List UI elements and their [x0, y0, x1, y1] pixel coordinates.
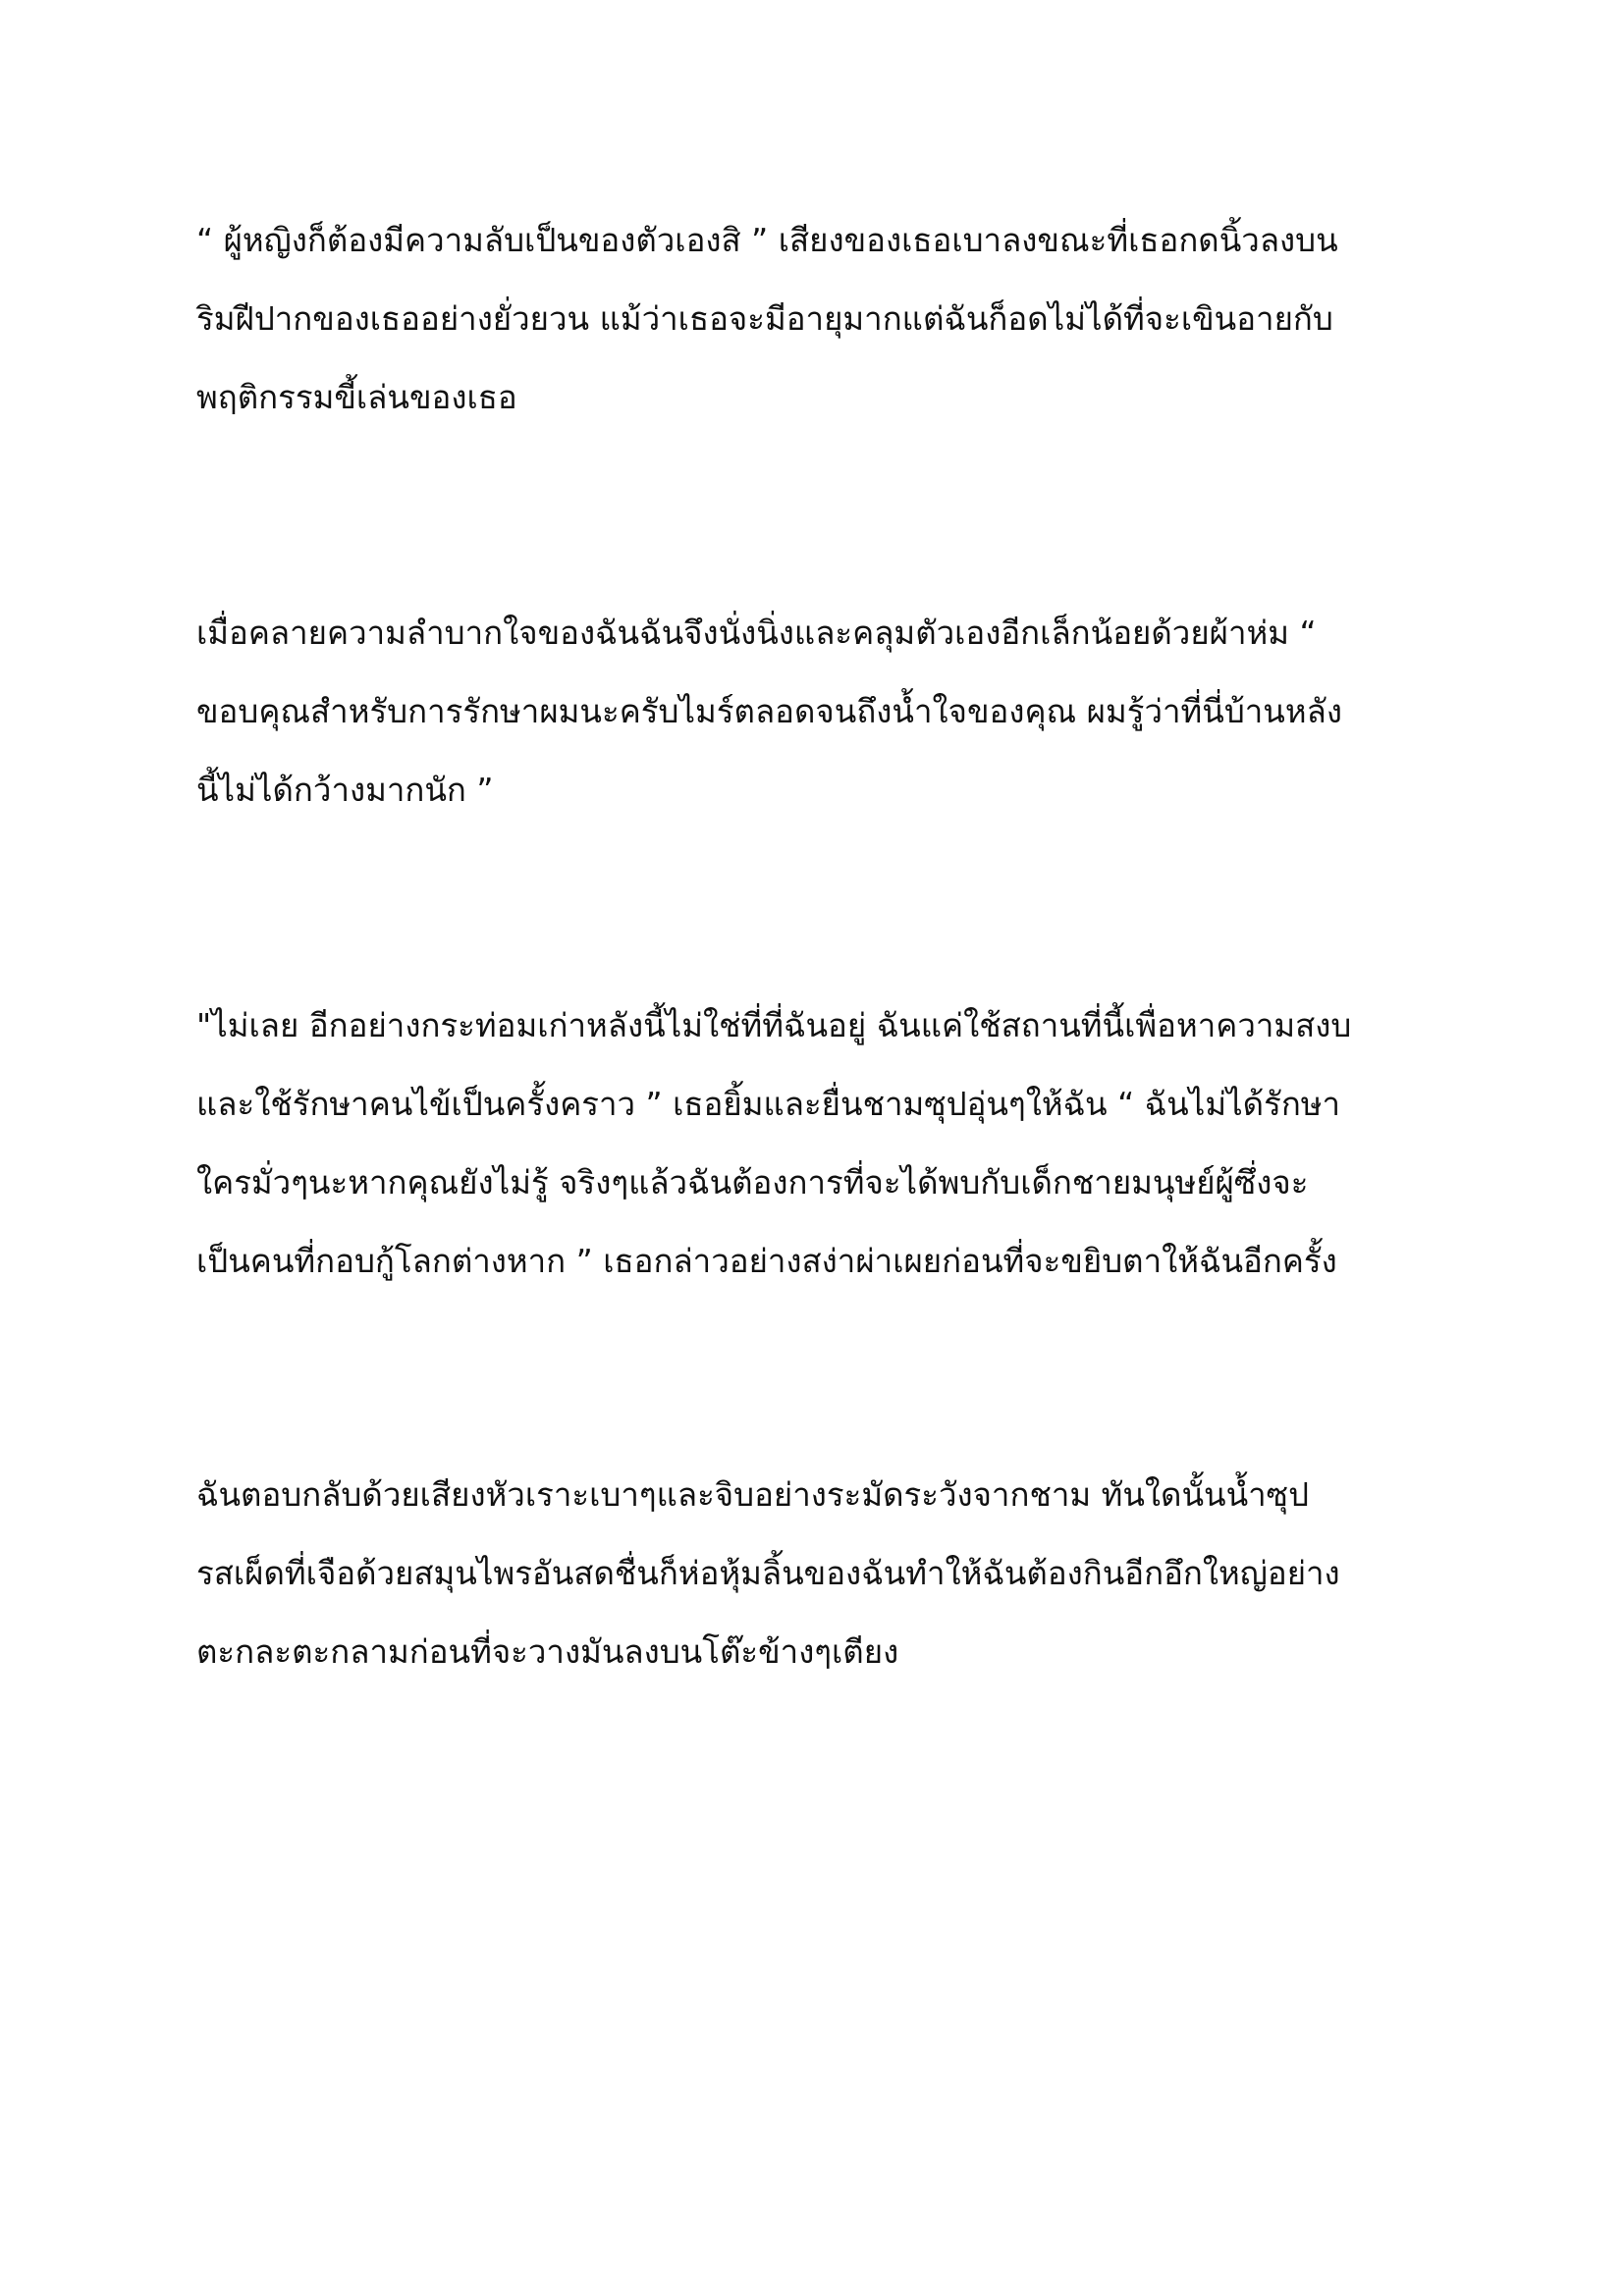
paragraph-line: นี้ไม่ได้กว้างมากนัก ”	[196, 771, 494, 809]
paragraph-line: ฉันตอบกลับด้วยเสียงหัวเราะเบาๆและจิบอย่างระมัดระวังจากชาม ทันใดนั้นน้ำซุป	[196, 1475, 1310, 1514]
paragraph-line: ตะกละตะกลามก่อนที่จะวางมันลงบนโต๊ะข้างๆเตียง	[196, 1632, 899, 1671]
paragraph-4	[196, 1456, 1340, 1691]
paragraph-3	[196, 987, 1351, 1301]
paragraph-line: รสเผ็ดที่เจือด้วยสมุนไพรอันสดชื่นก็ห่อหุ้มลิ้นของฉันทำให้ฉันต้องกินอีกอึกใหญ่อย่าง	[196, 1554, 1340, 1592]
paragraph-line: "ไม่เลย อีกอย่างกระท่อมเก่าหลังนี้ไม่ใช่ที่ที่ฉันอยู่ ฉันแค่ใช้สถานที่นี้เพื่อหาความสงบ	[196, 1006, 1352, 1044]
paragraph-line: พฤติกรรมขี้เล่นของเธอ	[196, 378, 517, 416]
paragraph-line: ริมฝีปากของเธออย่างยั่วยวน แม้ว่าเธอจะมีอายุมากแต่ฉันก็อดไม่ได้ที่จะเขินอายกับ	[196, 299, 1333, 338]
paragraph-2	[196, 594, 1342, 829]
paragraph-line: ใครมั่วๆนะหากคุณยังไม่รู้ จริงๆแล้วฉันต้องการที่จะได้พบกับเด็กชายมนุษย์ผู้ซึ่งจะ	[196, 1163, 1309, 1201]
paragraph-1	[196, 201, 1338, 437]
paragraph-line: ขอบคุณสำหรับการรักษาผมนะครับไมร์ตลอดจนถึงน้ำใจของคุณ ผมรู้ว่าที่นี่บ้านหลัง	[196, 692, 1342, 730]
paragraph-line: เมื่อคลายความลำบากใจของฉันฉันจึงนั่งนิ่งและคลุมตัวเองอีกเล็กน้อยด้วยผ้าห่ม “	[196, 614, 1317, 652]
paragraph-line: “ ผู้หญิงก็ต้องมีความลับเป็นของตัวเองสิ ” เสียงของเธอเบาลงขณะที่เธอกดนิ้วลงบน	[196, 221, 1338, 259]
paragraph-line: และใช้รักษาคนไข้เป็นครั้งคราว ” เธอยิ้มและยื่นชามซุปอุ่นๆให้ฉัน “ ฉันไม่ได้รักษา	[196, 1085, 1341, 1123]
paragraph-line: เป็นคนที่กอบกู้โลกต่างหาก ” เธอกล่าวอย่างสง่าผ่าเผยก่อนที่จะขยิบตาให้ฉันอีกครั้ง	[196, 1242, 1337, 1280]
